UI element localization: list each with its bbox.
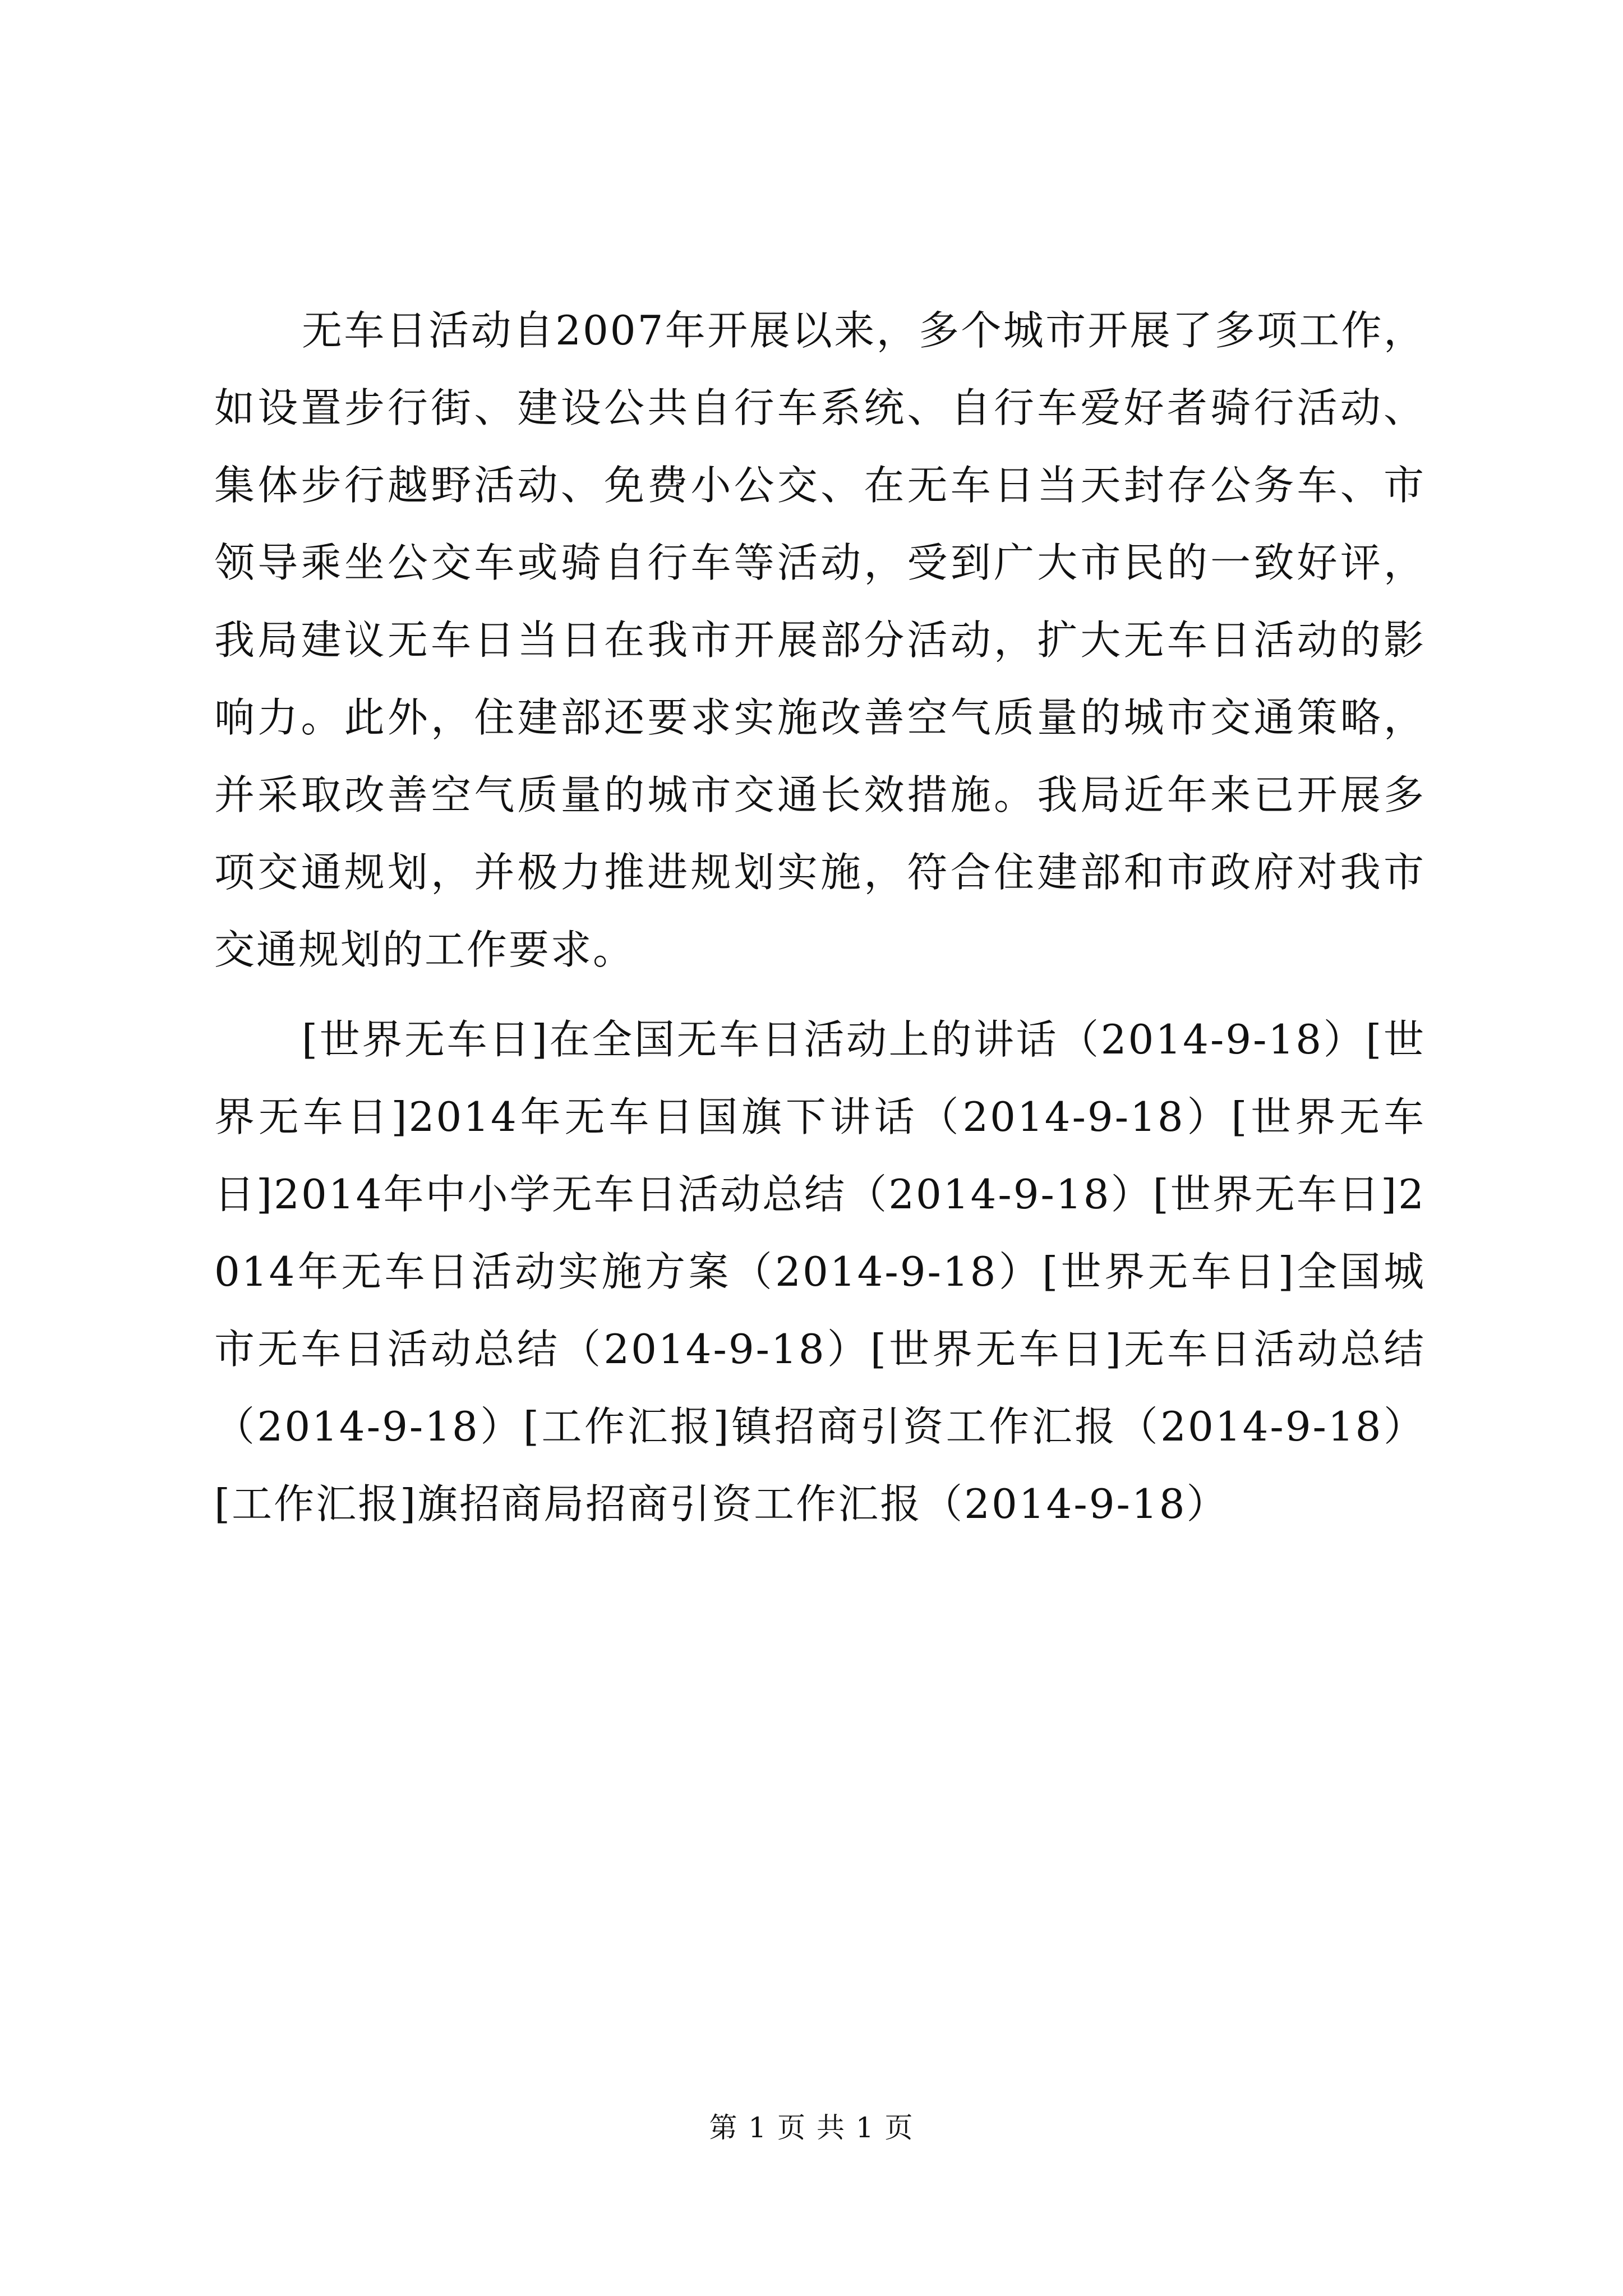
paragraph-main: 无车日活动自2007年开展以来，多个城市开展了多项工作，如设置步行街、建设公共自行车系统、自行车爱好者骑行活动、集体步行越野活动、免费小公交、在无车日当天封存公务车、市领导乘坐公交车或骑自行车等活动，受到广大市民的一致好评，我局建议无车日当日在我市开展部分活动，扩大无车日活动的影响力。此外，住建部还要求实施改善空气质量的城市交通策略，并采取改善空气质量的城市交通长效措施。我局近年来已开展多项交通规划，并极力推进规划实施，符合住建部和市政府对我市交通规划的工作要求。: [214, 307, 1426, 973]
document-body: [214, 292, 1426, 1555]
page-footer: 第 1 页 共 1 页: [709, 2111, 914, 2144]
paragraph-related-links: [世界无车日]在全国无车日活动上的讲话（2014-9-18）[世界无车日]2014年无车日国旗下讲话（2014-9-18）[世界无车日]2014年中小学无车日活动总结（2014-9-18）[世界无车日]2014年无车日活动实施方案（2014-9-18）[世界无车日]全国城市无车日活动总结（2014-9-18）[世界无车日]无车日活动总结（2014-9-18）[工作汇报]镇招商引资工作汇报（2014-9-18）[工作汇报]旗招商局招商引资工作汇报（2014-9-18）: [214, 1016, 1426, 1527]
